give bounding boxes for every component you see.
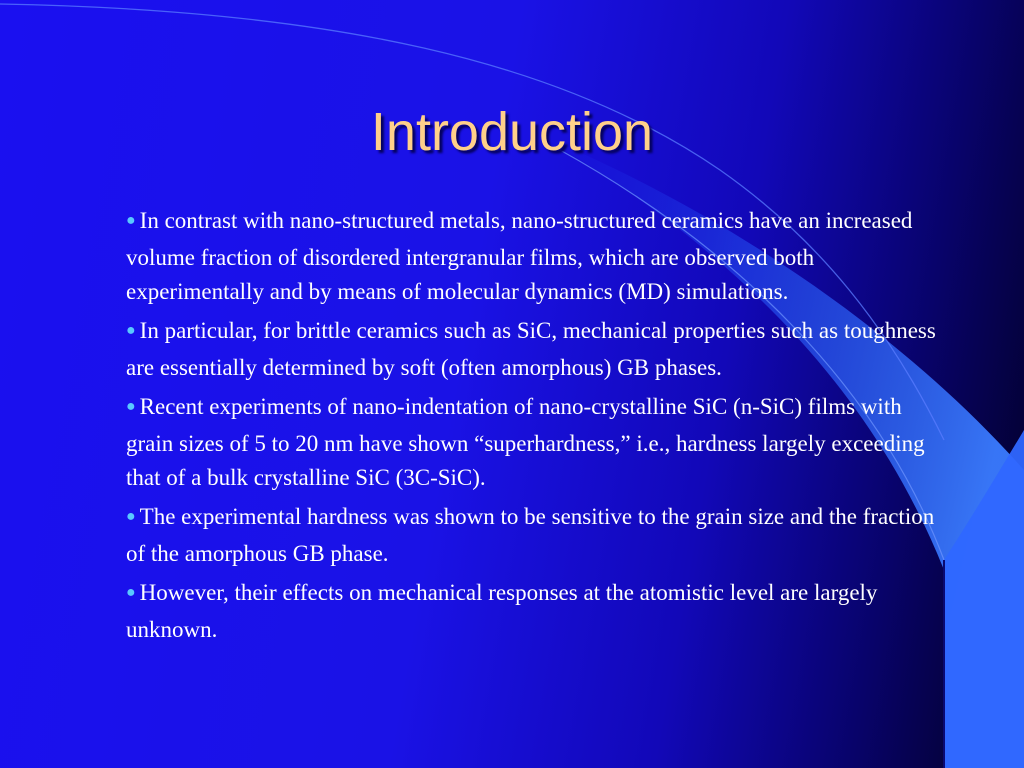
round-bullet-icon: ● (126, 398, 136, 415)
bullet-item (126, 204, 941, 309)
bullet-item (126, 314, 941, 385)
round-bullet-icon: ● (126, 212, 136, 229)
bullet-item (126, 500, 941, 571)
bullet-item (126, 576, 941, 647)
bullet-text: The experimental hardness was shown to be sensitive to the grain size and the fraction of the amorphous GB phase. (126, 504, 935, 566)
round-bullet-icon: ● (126, 508, 136, 525)
bullet-list (126, 204, 941, 652)
bullet-text: In contrast with nano-structured metals, nano-structured ceramics have an increased volume fraction of disordered intergranular films, which are observed both experimentally and by means of molecular dynamics (MD) simulations. (126, 208, 913, 304)
slide-title: Introduction (370, 102, 654, 162)
round-bullet-icon: ● (126, 584, 136, 601)
round-bullet-icon: ● (126, 322, 136, 339)
bullet-text: Recent experiments of nano-indentation of nano-crystalline SiC (n-SiC) films with grain sizes of 5 to 20 nm have shown “superhardness,” i.e., hardness largely exceeding that of a bulk crystalline SiC (3C-SiC). (126, 394, 925, 490)
bullet-text: However, their effects on mechanical responses at the atomistic level are largely unknown. (126, 580, 878, 642)
bullet-text: In particular, for brittle ceramics such as SiC, mechanical properties such as toughness are essentially determined by soft (often amorphous) GB phases. (126, 318, 936, 380)
bullet-item (126, 390, 941, 495)
